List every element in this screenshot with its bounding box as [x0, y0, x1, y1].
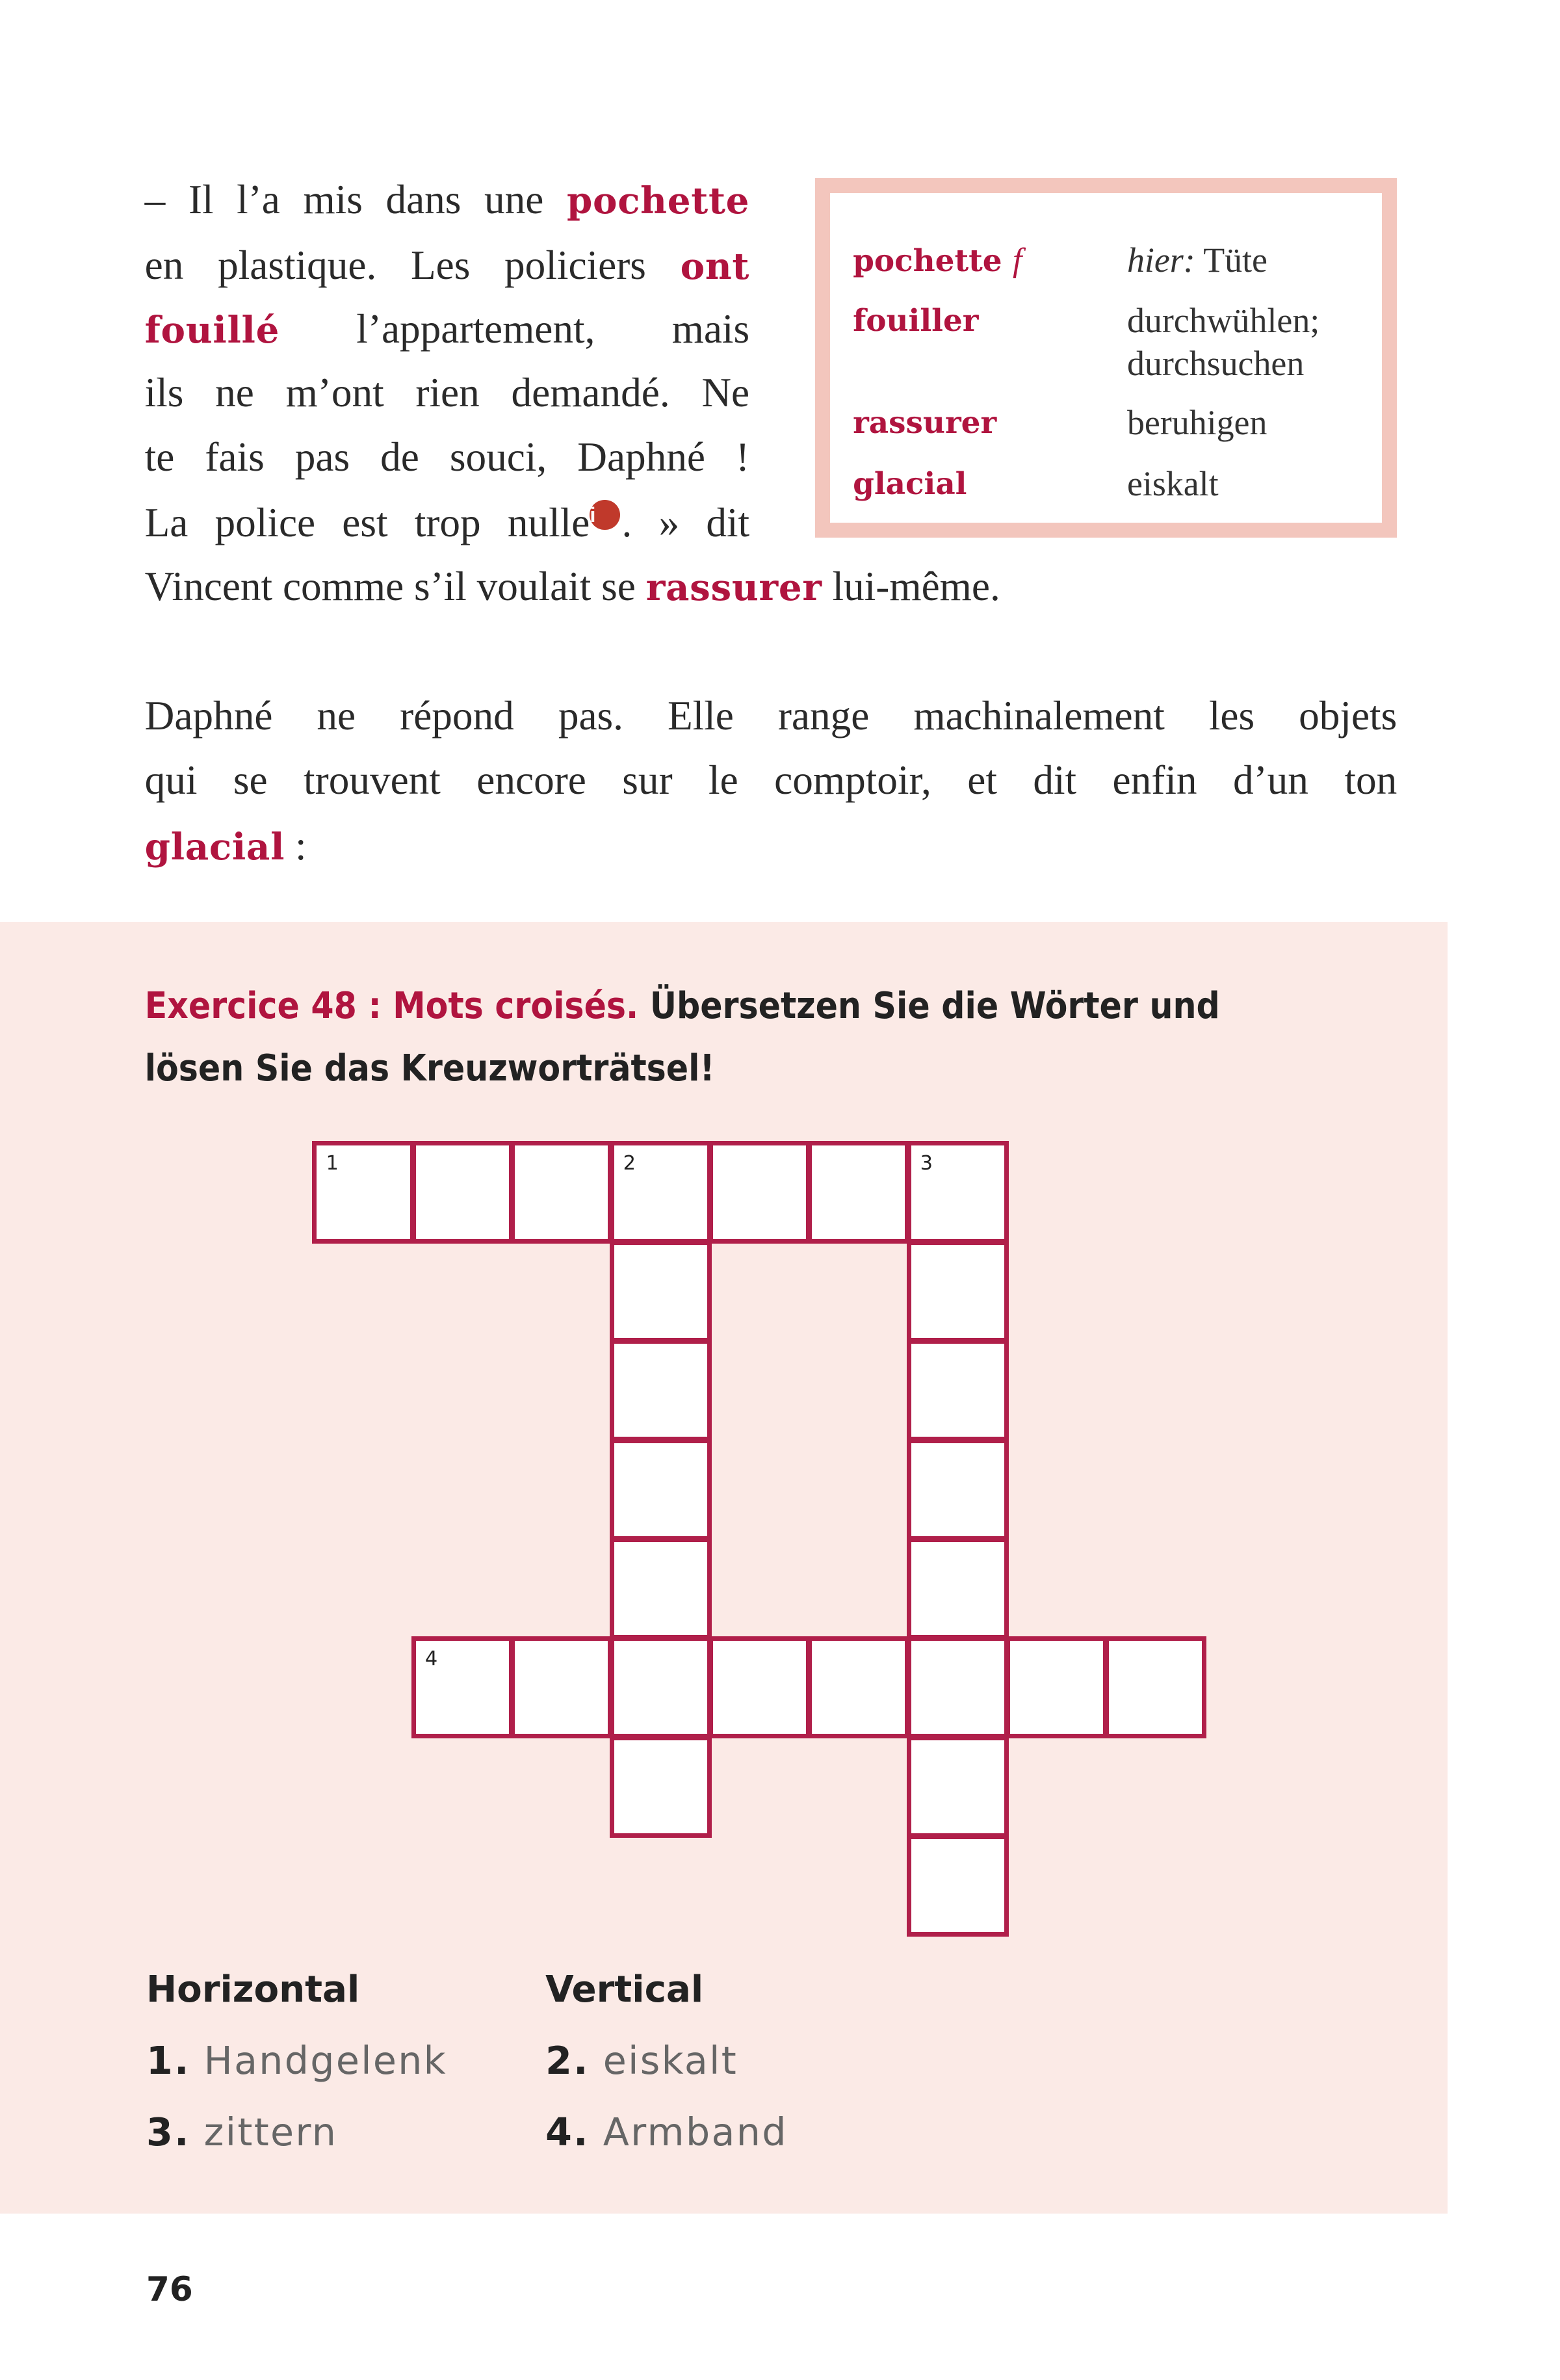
term: pochette: [853, 242, 1002, 279]
crossword-cell[interactable]: [907, 1240, 1009, 1342]
def: durchsuchen: [1126, 343, 1305, 383]
clue-word: Armband: [603, 2110, 788, 2155]
crossword-cell[interactable]: [411, 1636, 514, 1738]
text-line: ils ne m’ont rien demandé. Ne: [144, 370, 750, 416]
vocab-highlight: rassurer: [645, 566, 822, 610]
crossword-cell[interactable]: [1104, 1636, 1206, 1738]
crossword-cell[interactable]: [411, 1141, 514, 1243]
vocab-definition: beruhigen: [1126, 403, 1268, 443]
clue-number: 3.: [146, 2110, 190, 2155]
crossword-cell[interactable]: [807, 1141, 909, 1243]
clue: [146, 2110, 337, 2154]
exercise-panel: [0, 922, 1448, 2214]
vertical-heading: Vertical: [545, 1968, 704, 2011]
crossword-cell[interactable]: [907, 1439, 1009, 1541]
vocab-term: fouiller: [853, 303, 979, 339]
vocab-term: rassurer: [853, 405, 997, 441]
crossword-cell[interactable]: [907, 1537, 1009, 1640]
text-line: [145, 555, 1000, 620]
crossword-cell[interactable]: [907, 1736, 1009, 1838]
clue-number: 4.: [545, 2110, 590, 2155]
vocab-highlight: pochette: [566, 179, 750, 222]
crossword-cell[interactable]: [510, 1636, 612, 1738]
vocab-term: glacial: [853, 466, 967, 503]
text: . » dit: [621, 499, 750, 545]
clue-number: 1.: [146, 2038, 190, 2083]
horizontal-heading: Horizontal: [146, 1968, 360, 2011]
text: lui-même.: [822, 564, 1000, 610]
crossword-cell[interactable]: [907, 1636, 1009, 1738]
clue-number-label: 3: [920, 1151, 933, 1175]
clue-number: 2.: [545, 2038, 590, 2083]
crossword-cell[interactable]: [610, 1439, 712, 1541]
crossword-cell[interactable]: [1006, 1636, 1108, 1738]
crossword-cell[interactable]: [510, 1141, 612, 1243]
text-line: [145, 233, 749, 298]
text: en plastique. Les policiers: [144, 242, 681, 288]
exercise-title: [145, 975, 1220, 1038]
info-icon[interactable]: i: [590, 500, 620, 530]
def: Tüte: [1195, 240, 1268, 280]
crossword-cell[interactable]: [610, 1636, 712, 1738]
vocab-highlight: fouillé: [144, 309, 280, 352]
crossword-cell[interactable]: [907, 1339, 1009, 1441]
clue: [545, 2110, 788, 2154]
text-line: Daphné ne répond pas. Elle range machinalement les objets: [144, 693, 1398, 739]
vocab-term: [853, 239, 1022, 283]
crossword-cell[interactable]: [312, 1141, 414, 1243]
clue-word: eiskalt: [603, 2038, 738, 2083]
text-line: qui se trouvent encore sur le comptoir, et dit enfin d’un ton: [144, 757, 1398, 803]
text-line: [145, 297, 749, 362]
vocab-definition: eiskalt: [1126, 464, 1219, 504]
vocab-highlight: glacial: [144, 825, 285, 869]
text: l’appartement, mais: [280, 306, 750, 352]
clue: [545, 2039, 738, 2083]
text: – Il l’a mis dans une: [144, 176, 567, 222]
clue-number-label: 4: [424, 1647, 438, 1670]
exercise-instruction: lösen Sie das Kreuzworträtsel!: [144, 1047, 715, 1090]
clue-number-label: 2: [623, 1151, 636, 1175]
crossword-cell[interactable]: [610, 1240, 712, 1342]
crossword-cell[interactable]: [907, 1835, 1009, 1937]
text-line: te fais pas de souci, Daphné !: [144, 434, 750, 480]
text: Vincent comme s’il voulait se: [144, 564, 646, 610]
vocab-definition: [1127, 300, 1320, 385]
crossword-cell[interactable]: [610, 1339, 712, 1441]
clue-word: zittern: [203, 2110, 338, 2155]
text: :: [285, 822, 307, 869]
text-line: [145, 168, 749, 233]
crossword-cell[interactable]: [907, 1141, 1009, 1243]
crossword-cell[interactable]: [708, 1636, 811, 1738]
text: La police est trop nulle: [144, 499, 590, 545]
def: durchwühlen;: [1126, 301, 1320, 341]
crossword-cell[interactable]: [807, 1636, 909, 1738]
vocabulary-box: [815, 178, 1397, 538]
exercise-label: Exercice 48 : Mots croisés.: [144, 985, 639, 1027]
vocab-highlight: ont: [680, 244, 750, 288]
text-line: [145, 491, 749, 555]
clue-number-label: 1: [326, 1151, 339, 1175]
def-prefix: hier:: [1126, 240, 1195, 280]
crossword-cell[interactable]: [610, 1141, 712, 1243]
page-number: 76: [146, 2270, 193, 2310]
gender: f: [1012, 241, 1022, 279]
vocab-definition: [1127, 239, 1268, 282]
clue: [146, 2039, 447, 2083]
exercise-instruction: Übersetzen Sie die Wörter und: [638, 985, 1220, 1027]
crossword-cell[interactable]: [610, 1736, 712, 1838]
crossword-cell[interactable]: [708, 1141, 811, 1243]
clue-word: Handgelenk: [203, 2038, 447, 2083]
text-line: [145, 814, 307, 879]
crossword-cell[interactable]: [610, 1537, 712, 1640]
